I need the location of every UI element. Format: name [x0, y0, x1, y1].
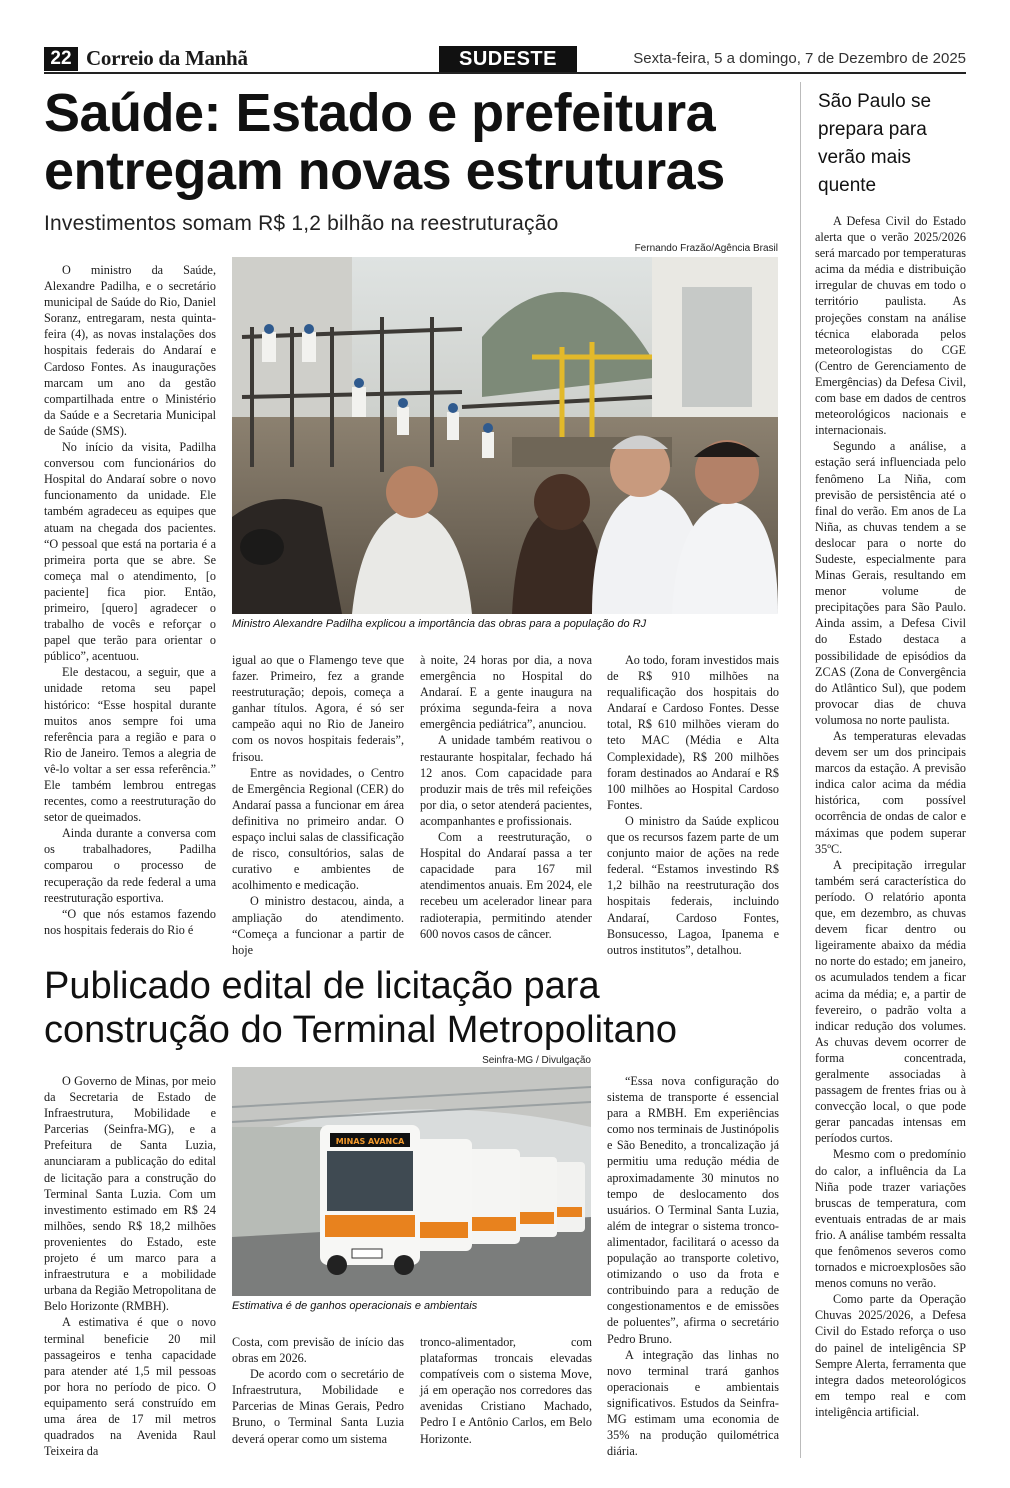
paragraph: A unidade também reativou o restaurante hospitalar, fechado há 12 anos. Com capacidade para produzir mais de três mil refeições por dia, o setor atenderá pacientes, acompanhantes e profissionais. — [420, 733, 592, 828]
article1-headline: Saúde: Estado e prefeitura entregam novas estruturas — [44, 83, 725, 201]
paragraph: Ainda durante a conversa com os trabalhadores, Padilha comparou o processo de recuperação da rede federal a uma reestruturação esportiva. — [44, 826, 216, 905]
article1-column-1 — [44, 262, 216, 938]
paragraph: à noite, 24 horas por dia, a nova emergência no Hospital do Andaraí. E a gente inaugura na próxima segunda-feira a nova emergência pediátrica”, anunciou. — [420, 653, 592, 732]
paragraph: Costa, com previsão de início das obras em 2026. — [232, 1335, 404, 1366]
sidebar-divider — [800, 82, 801, 1458]
sidebar-headline: São Paulo se prepara para verão mais quente — [818, 91, 932, 196]
article1-column-4 — [607, 652, 779, 958]
paragraph: Ele destacou, a seguir, que a unidade retoma seu papel histórico: “Esse hospital durante muitos anos sempre foi uma referência para a região e para o Rio de Janeiro. Temos a alegria de vê-lo voltar a ser essa referência.” Ele também lembrou entregas recentes, como a reestruturação do setor de queimados. — [44, 665, 216, 825]
bus-destination-sign: MINAS AVANCA — [335, 1137, 405, 1146]
dateline: Sexta-feira, 5 a domingo, 7 de Dezembro de 2025 — [633, 50, 966, 67]
article1-photo-credit: Fernando Frazão/Agência Brasil — [634, 243, 778, 254]
article1-photo-caption: Ministro Alexandre Padilha explicou a importância das obras para a população do RJ — [232, 618, 647, 630]
paragraph: A integração das linhas no novo terminal trará ganhos operacionais e ambientais significativos. Estudos da Seinfra-MG estimam uma economia de 35% na produção quilométrica diária. — [607, 1347, 779, 1459]
paragraph: De acordo com o secretário de Infraestrutura, Mobilidade e Parcerias de Minas Gerais, Pedro Bruno, o Terminal Santa Luzia deverá operar como um sistema — [232, 1367, 404, 1446]
paragraph: A estimativa é que o novo terminal beneficie 20 mil passageiros e tenha capacidade para atender até 1,5 mil pessoas por hora no período de pico. O equipamento será construído em uma área de 17 mil metros quadrados na Avenida Raul Teixeira da — [44, 1315, 216, 1459]
article2-column-2 — [232, 1334, 404, 1447]
article2-photo — [232, 1067, 591, 1296]
paragraph: A precipitação irregular também será característica do período. O relatório aponta que, em dezembro, as chuvas devem ficar dentro ou ligeiramente abaixo da média no norte do estado; em janeiro, os acumulados tendem a ficar acima da média; e, a partir de fevereiro, o padrão volta a indicar redução dos volumes. As chuvas devem ocorrer de forma concentrada, geralmente associadas à passagem de frentes frias ou à convecção local, o que pode gerar pancadas intensas em períodos curtos. — [815, 857, 966, 1146]
paragraph: igual ao que o Flamengo teve que fazer. Primeiro, fez a grande reestruturação; depois, começa a ganhar títulos. Agora, é só ser campeão aqui no Rio de Janeiro com os novos hospitais federais”, frisou. — [232, 653, 404, 764]
article1-subheadline: Investimentos somam R$ 1,2 bilhão na reestruturação — [44, 212, 559, 235]
paragraph: Mesmo com o predomínio do calor, a influência da La Niña pode trazer variações bruscas de temperatura, com eventuais entradas de ar mais frio. A análise também ressalta que fenômenos severos como tornados e microexplosões são menos comuns no verão. — [815, 1147, 966, 1291]
paragraph: O ministro destacou, ainda, a ampliação do atendimento. “Começa a funcionar a partir de hoje — [232, 894, 404, 957]
paragraph: “O que nós estamos fazendo nos hospitais federais do Rio é — [44, 906, 216, 937]
article1-column-3 — [420, 652, 592, 942]
page-number: 22 — [44, 47, 78, 71]
paragraph: As temperaturas elevadas devem ser um dos principais marcos da estação. A previsão indica calor acima da média histórica, com possível ocorrência de ondas de calor e máximas que podem superar 35ºC. — [815, 729, 966, 856]
article2-headline: Publicado edital de licitação para construção do Terminal Metropolitano — [44, 965, 677, 1051]
paragraph: tronco-alimentador, com plataformas troncais elevadas compatíveis com o sistema Move, já em operação nos corredores das avenidas Cristiano Machado, Pedro I e Antônio Carlos, em Belo Horizonte. — [420, 1335, 592, 1446]
article2-column-3 — [420, 1334, 592, 1447]
article1-column-2 — [232, 652, 404, 958]
buses-image — [232, 1067, 591, 1296]
article2-photo-caption: Estimativa é de ganhos operacionais e ambientais — [232, 1300, 478, 1312]
paragraph: Com a reestruturação, o Hospital do Andaraí passa a ter capacidade para 167 mil atendimentos anuais. Em 2024, ele recebeu um acelerador linear para radioterapia, permitindo atender 600 novos casos de câncer. — [420, 830, 592, 941]
article2-column-1 — [44, 1073, 216, 1459]
section-label: SUDESTE — [439, 46, 577, 72]
header-rule — [44, 72, 966, 74]
paragraph: Ao todo, foram investidos mais de R$ 910 milhões na requalificação dos hospitais do Andaraí e Cardoso Fontes. Desse total, R$ 610 milhões vieram do teto MAC (Média e Alta Complexidade), R$ 200 milhões foram destinados ao Andaraí e R$ 100 milhões ao Hospital Cardoso Fontes. — [607, 653, 779, 812]
article2-photo-credit: Seinfra-MG / Divulgação — [482, 1055, 591, 1066]
paragraph: “Essa nova configuração do sistema de transporte é essencial para a RMBH. Em experiências como nos terminais de Justinópolis e São Benedito, a troncalização já permitiu uma redução média de aproximadamente 30 minutos no tempo de deslocamento dos usuários. O Terminal Santa Luzia, além de integrar o sistema tronco-alimentador, facilitará o acesso da população ao transporte coletivo, otimizando o uso da frota e contribuindo para a redução de congestionamentos e de emissões de poluentes”, afirma o secretário Pedro Bruno. — [607, 1074, 779, 1346]
article2-column-4 — [607, 1073, 779, 1459]
paragraph: O ministro da Saúde, Alexandre Padilha, e o secretário municipal de Saúde do Rio, Daniel Soranz, entregaram, nesta quinta-feira (4), as novas instalações dos hospitais federais do Andaraí e Cardoso Fontes. As inaugurações marcam um ano da gestão compartilhada entre o Ministério da Saúde e a Secretaria Municipal de Saúde (SMS). — [44, 263, 216, 438]
paragraph: Entre as novidades, o Centro de Emergência Regional (CER) do Andaraí passa a funcionar em área definitiva no primeiro andar. O espaço inclui salas de classificação de risco, consultórios, salas de curativo e ambientes de acolhimento e medicação. — [232, 765, 404, 893]
construction-site-image — [232, 257, 778, 614]
paragraph: No início da visita, Padilha conversou com funcionários do Hospital do Andaraí sobre o novo funcionamento da unidade. Ele também agradeceu as equipes que atuam na chegada dos pacientes. “O pessoal que está na portaria é a primeira porta que se abre. Se começa mal o atendimento, [o paciente] fica pior. Então, primeiro, [quero] agradecer o trabalho de vocês e reforçar o papel que terão para orientar o público”, acentuou. — [44, 440, 216, 664]
newspaper-name: Correio da Manhã — [86, 46, 248, 70]
paragraph: Segundo a análise, a estação será influenciada pelo fenômeno La Niña, com previsão de persistência até o final do verão. Em anos de La Niña, as chuvas tendem a se deslocar para o norte do Sudeste, especialmente para Minas Gerais, resultando em menor volume de precipitações para São Paulo. Ainda assim, a Defesa Civil do Estado destaca a possibilidade de episódios da ZCAS (Zona de Convergência do Atlântico Sul), que podem provocar dias de chuva volumosa no norte paulista. — [815, 439, 966, 727]
paragraph: Como parte da Operação Chuvas 2025/2026, a Defesa Civil do Estado reforça o uso do painel de inteligência SP Sempre Alerta, ferramenta que integra dados meteorológicos em tempo real e com inteligência artificial. — [815, 1292, 966, 1419]
paragraph: O ministro da Saúde explicou que os recursos fazem parte de um conjunto maior de ações na rede federal. “Estamos investindo R$ 1,2 bilhão na reestruturação dos hospitais federais, incluindo Andaraí, Cardoso Fontes, Bonsucesso, Lagoa, Ipanema e outros institutos”, detalhou. — [607, 813, 779, 957]
paragraph: O Governo de Minas, por meio da Secretaria de Estado de Infraestrutura, Mobilidade e Parcerias (Seinfra-MG), e a Prefeitura de Santa Luzia, anunciaram a publicação do edital de licitação para a construção do Terminal Santa Luzia. Com um investimento estimado em R$ 24 milhões, sendo R$ 18,2 milhões provenientes do Estado, este projeto é um marco para a infraestrutura e a mobilidade urbana da Região Metropolitana de Belo Horizonte (RMBH). — [44, 1074, 216, 1314]
sidebar-column — [815, 213, 966, 1420]
article1-photo — [232, 257, 778, 614]
paragraph: A Defesa Civil do Estado alerta que o verão 2025/2026 será marcado por temperaturas acima da média e distribuição irregular de chuvas em todo o território paulista. As projeções constam na análise técnica elaborada pelos meteorologistas do CGE (Centro de Gerenciamento de Emergências) da Defesa Civil, com base em dados de centros meteorológicos nacionais e internacionais. — [815, 214, 966, 438]
